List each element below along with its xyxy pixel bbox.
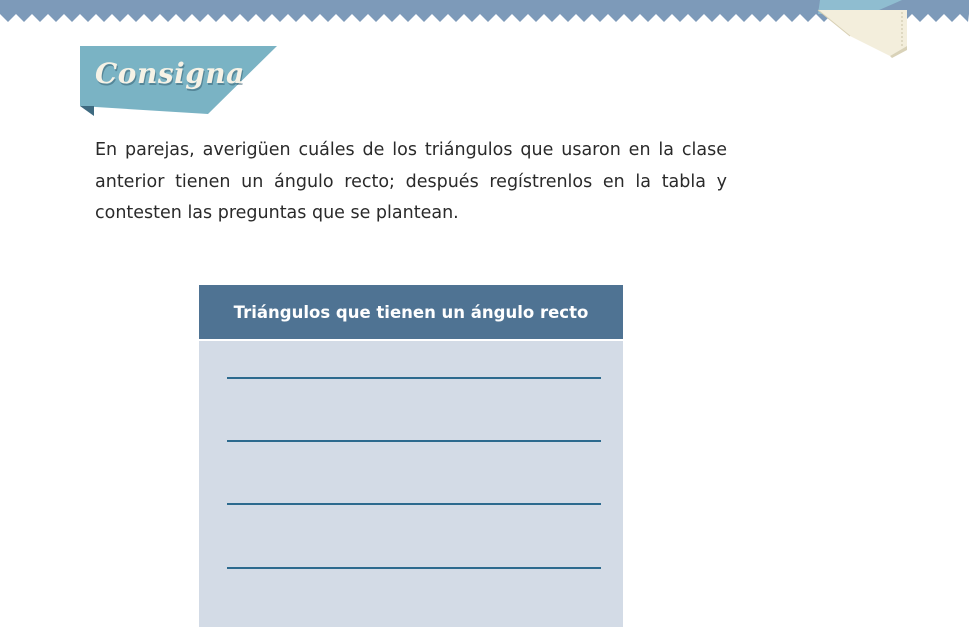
right-angle-triangles-table	[199, 285, 623, 627]
answer-line[interactable]	[227, 377, 601, 379]
instructions-paragraph: En parejas, averigüen cuáles de los triángulos que usaron en la clase anterior tienen un ángulo recto; después regístrenlos en la tabla y contesten las preguntas que se plantean.	[95, 140, 727, 223]
answer-line[interactable]	[227, 440, 601, 442]
table-header: Triángulos que tienen un ángulo recto	[199, 285, 623, 341]
consigna-title: Consigna	[95, 57, 245, 90]
answer-line[interactable]	[227, 503, 601, 505]
folded-paper-corner-decoration	[810, 0, 920, 62]
answer-line[interactable]	[227, 567, 601, 569]
